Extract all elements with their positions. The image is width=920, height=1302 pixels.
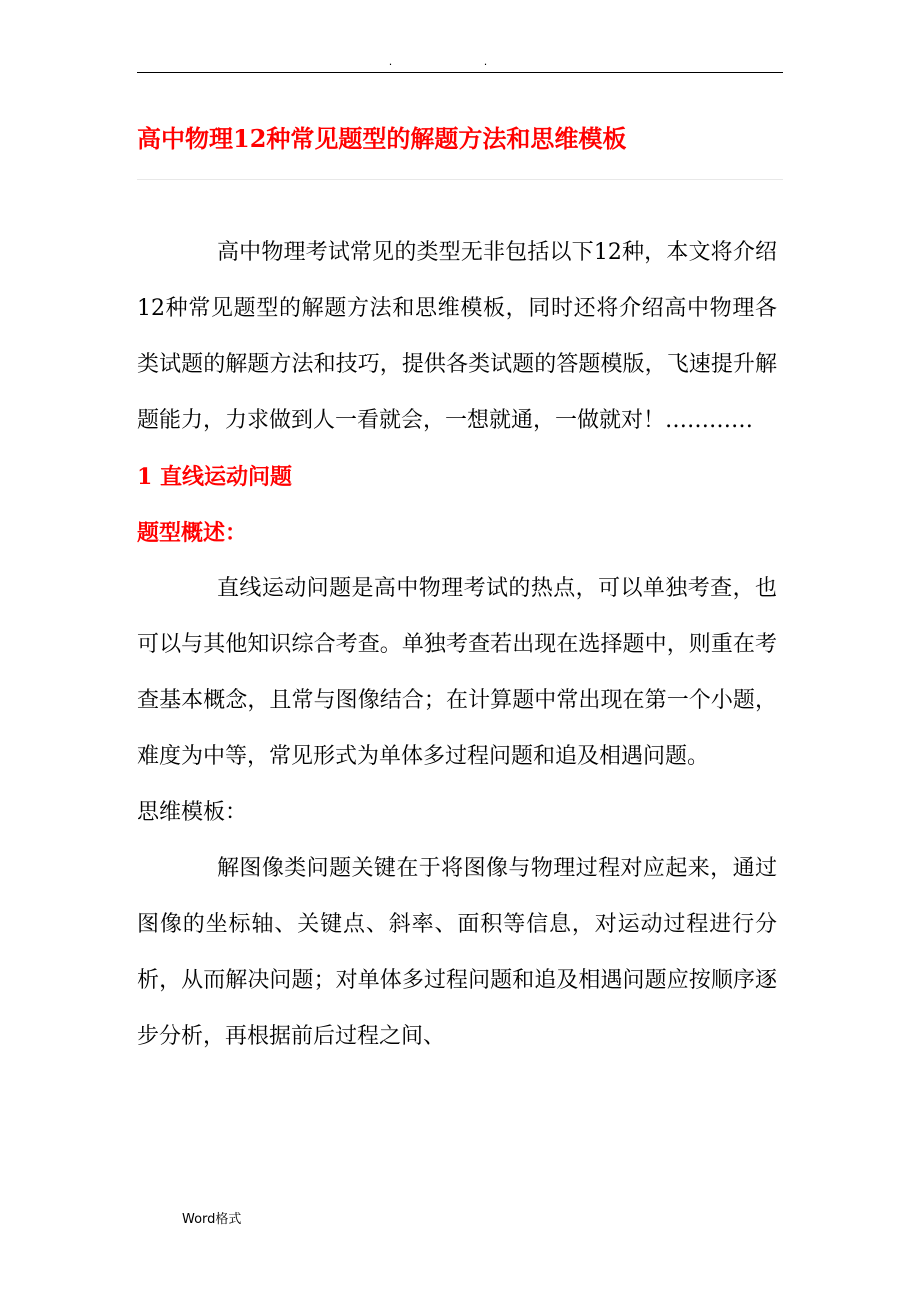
header-divider (137, 72, 783, 73)
document-body (137, 225, 777, 1065)
template-paragraph: 解图像类问题关键在于将图像与物理过程对应起来，通过图像的坐标轴、关键点、斜率、面积等信息，对运动过程进行分析，从而解决问题；对单体多过程问题和追及相遇问题应按顺序逐步分析，再根据前后过程之间、 (137, 856, 777, 1049)
overview-label: 题型概述： (137, 520, 248, 546)
section-heading: 1 直线运动问题 (137, 464, 292, 490)
document-title: 高中物理12种常见题型的解题方法和思维模板 (137, 124, 627, 153)
header-dots: . . (388, 55, 532, 68)
intro-paragraph: 高中物理考试常见的类型无非包括以下12种，本文将介绍12种常见题型的解题方法和思维模板，同时还将介绍高中物理各类试题的解题方法和技巧，提供各类试题的答题模版，飞速提升解题能力，力求做到人一看就会，一想就通，一做就对！………… (137, 240, 777, 433)
template-label: 思维模板： (137, 800, 248, 825)
overview-paragraph: 直线运动问题是高中物理考试的热点，可以单独考查，也可以与其他知识综合考查。单独考查若出现在选择题中，则重在考查基本概念，且常与图像结合；在计算题中常出现在第一个小题，难度为中等，常见形式为单体多过程问题和追及相遇问题。 (137, 576, 777, 769)
footer-label: Word格式 (182, 1212, 242, 1227)
title-divider (137, 179, 783, 180)
